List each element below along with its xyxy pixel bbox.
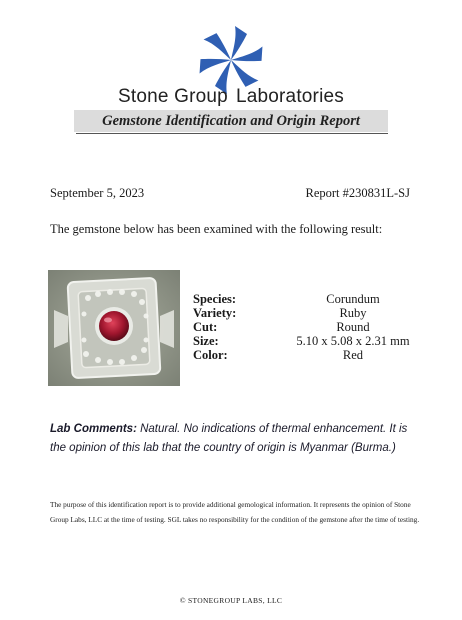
intro-text: The gemstone below has been examined with the following result:: [50, 222, 383, 236]
size-label: Size:: [193, 334, 219, 348]
color-label: Color:: [193, 348, 228, 362]
cut-label: Cut:: [193, 320, 218, 334]
size-value: 5.10 x 5.08 x 2.31 mm: [296, 334, 410, 348]
brand-name: [0, 86, 462, 108]
brand-word-1: Stone Group: [118, 86, 228, 107]
pinwheel-logo-icon: [183, 14, 279, 94]
disclaimer-text: The purpose of this identification report is to provide additional gemological information. It represents the opinion of Stone Group Labs, LLC at the time of testing. SGL takes no responsibility for the condition of the gemstone after the time of testing.: [50, 500, 420, 524]
footer-copyright: © STONEGROUP LABS, LLC: [179, 596, 283, 605]
brand-word-2: Laboratories: [235, 86, 344, 107]
report-date: September 5, 2023: [50, 186, 145, 200]
ruby-ring-photo: [48, 270, 180, 386]
report-title: Gemstone Identification and Origin Report: [74, 110, 388, 132]
lab-comments-text: Natural. No indications of thermal enhancement. It is the opinion of this lab that the country of origin is Myanmar (Burma.): [50, 423, 408, 454]
variety-label: Variety:: [193, 306, 237, 320]
title-underline: [76, 133, 388, 134]
logo-petal-blue: [231, 26, 247, 60]
species-label: Species:: [193, 292, 237, 306]
cut-value: Round: [336, 320, 370, 334]
lab-comments: [50, 420, 422, 458]
variety-value: Ruby: [339, 306, 367, 320]
color-value: Red: [342, 348, 364, 362]
lab-comments-label: Lab Comments:: [50, 423, 137, 435]
report-number: Report #230831L-SJ: [305, 186, 410, 200]
species-value: Corundum: [326, 292, 380, 306]
